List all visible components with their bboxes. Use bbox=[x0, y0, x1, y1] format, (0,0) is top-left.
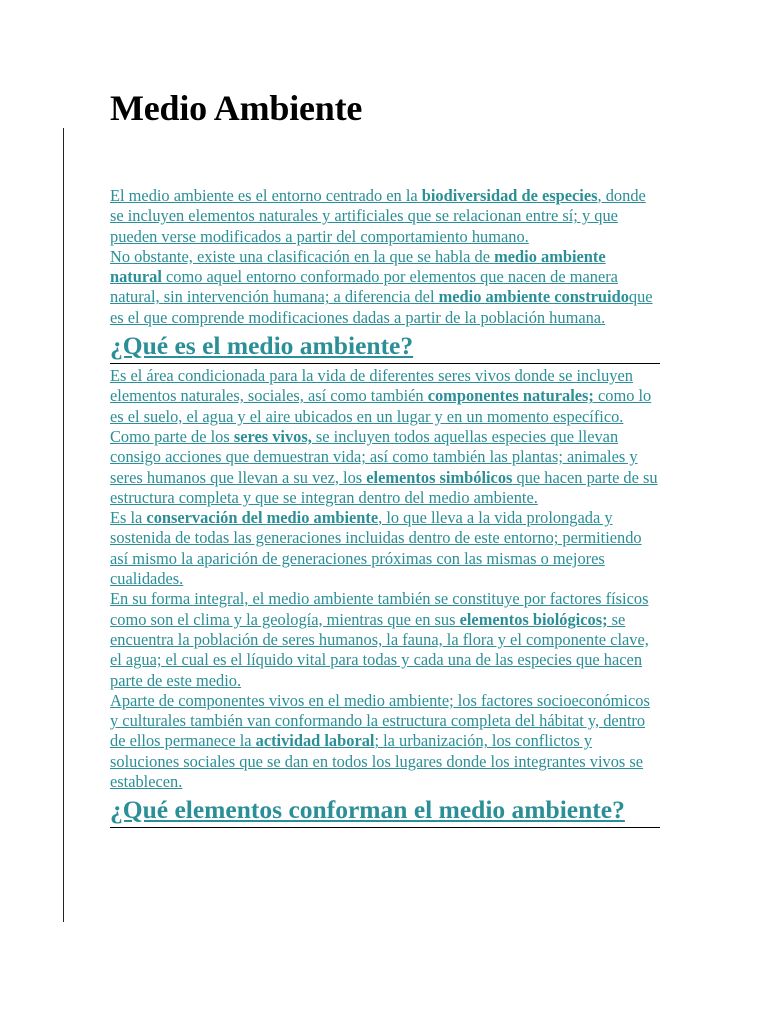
intro-paragraph-2[interactable]: No obstante, existe una clasificación en la que se habla de medio ambiente natural como aquel entorno conformado por elementos que nacen de manera natural, sin intervención humana; a diferencia del medio ambiente construidoque es el que comprende modificaciones dadas a partir de la población humana. bbox=[110, 246, 653, 327]
section-1-paragraph-5[interactable]: Aparte de componentes vivos en el medio ambiente; los factores socioeconómicos y culturales también van conformando la estructura completa del hábitat y, dentro de ellos permanece la actividad laboral; la urbanización, los conflictos y soluciones sociales que se dan en todos los lugares donde los integrantes vivos se establecen. bbox=[110, 690, 650, 792]
section-1-body bbox=[110, 366, 660, 792]
intro-paragraph-1[interactable]: El medio ambiente es el entorno centrado en la biodiversidad de especies, donde se incluyen elementos naturales y artificiales que se relacionan entre sí; y que pueden verse modificados a partir del comportamiento humano. bbox=[110, 186, 646, 246]
document-title: Medio Ambiente bbox=[110, 88, 363, 128]
section-1-paragraph-2[interactable]: Como parte de los seres vivos, se incluyen todos aquellas especies que llevan consigo acciones que demuestran vida; así como también las plantas; animales y seres humanos que llevan a su vez, los elementos simbólicos que hacen parte de su estructura completa y que se integran dentro del medio ambiente. bbox=[110, 426, 658, 507]
heading-rule-1 bbox=[110, 363, 660, 364]
document-page bbox=[110, 86, 660, 830]
section-heading-1-wrap bbox=[110, 330, 660, 364]
heading-rule-2 bbox=[110, 827, 660, 828]
intro-section bbox=[110, 186, 660, 328]
section-1-paragraph-4[interactable]: En su forma integral, el medio ambiente también se constituye por factores físicos como son el clima y la geología, mientras que en sus elementos biológicos; se encuentra la población de seres humanos, la fauna, la flora y el componente clave, el agua; el cual es el líquido vital para todas y cada una de las especies que hacen parte de este medio. bbox=[110, 589, 649, 690]
section-heading-1[interactable]: ¿Qué es el medio ambiente? bbox=[110, 331, 414, 361]
section-heading-2-wrap bbox=[110, 794, 660, 828]
margin-line bbox=[63, 128, 64, 922]
section-heading-2[interactable]: ¿Qué elementos conforman el medio ambiente? bbox=[110, 795, 625, 825]
section-1-paragraph-3[interactable]: Es la conservación del medio ambiente, lo que lleva a la vida prolongada y sostenida de todas las generaciones incluidas dentro de este entorno; permitiendo así mismo la aparición de generaciones próximas con las mismas o mejores cualidades. bbox=[110, 508, 642, 589]
section-1-paragraph-1[interactable]: Es el área condicionada para la vida de diferentes seres vivos donde se incluyen elementos naturales, sociales, así como también componentes naturales; como lo es el suelo, el agua y el aire ubicados en un lugar y en un momento específico. bbox=[110, 366, 652, 426]
